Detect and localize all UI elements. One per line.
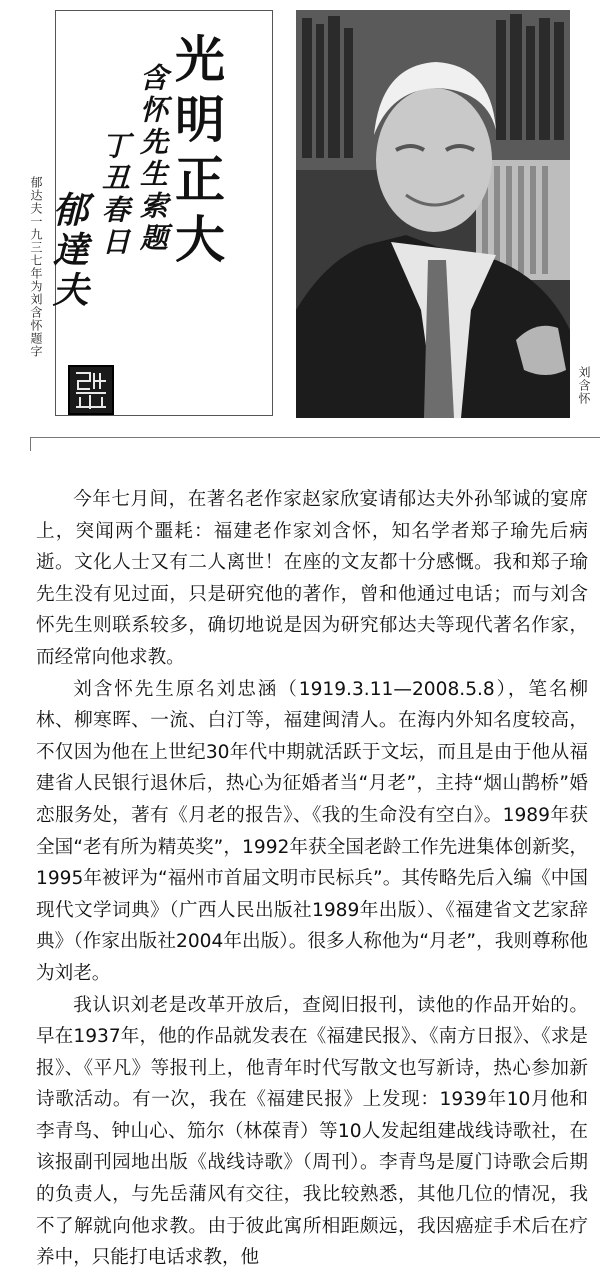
article-body xyxy=(36,484,588,1274)
portrait-photo xyxy=(296,10,570,418)
calligraphy-signature: 郁達夫 xyxy=(47,191,89,311)
calligraphy-title: 光明正大 xyxy=(167,33,226,273)
article-paragraph: 我认识刘老是改革开放后，查阅旧报刊，读他的作品开始的。早在1937年，他的作品就发表在《福建民报》、《南方日报》、《求是报》、《平凡》等报刊上，他青年时代写散文也写新诗，热心参加新诗歌活动。有一次，我在《福建民报》上发现：1939年10月他和李青鸟、钟山心、笳尔（林葆青）等10人发起组建战线诗歌社，在该报副刊园地出版《战线诗歌》（周刊）。李青鸟是厦门诗歌会后期的负责人，与先岳蒲风有交往，我比较熟悉，其他几位的情况，我不了解就向他求教。由于彼此寓所相距颇远，我因癌症手术后在疗养中，只能打电话求教，他 xyxy=(36,994,588,1269)
calligraphy-date: 丁丑春日 xyxy=(98,131,131,259)
seal-pattern-icon xyxy=(70,367,112,413)
article-paragraph: 刘含怀先生原名刘忠涵（1919.3.11—2008.5.8），笔名柳林、柳寒晖、一流、白汀等，福建闽清人。在海内外知名度较高，不仅因为他在上世纪30年代中期就活跃于文坛，而且是由于他从福建省人民银行退休后，热心为征婚者当“月老”，主持“烟山鹊桥”婚恋服务处，著有《月老的报告》、《我的生命没有空白》。1989年获全国“老有所为精英奖”，1992年获全国老龄工作先进集体创新奖，1995年被评为“福州市首届文明市民标兵”。其传略先后入编《中国现代文学词典》（广西人民出版社1989年出版）、《福建省文艺家辞典》（作家出版社2004年出版）。很多人称他为“月老”，我则尊称他为刘老。 xyxy=(36,678,588,984)
calligraphy-panel xyxy=(47,10,273,416)
article-paragraph: 今年七月间，在著名老作家赵家欣宴请郁达夫外孙邹诚的宴席上，突闻两个噩耗：福建老作家刘含怀，知名学者郑子瑜先后病逝。文化人士又有二人离世！在座的文友都十分感慨。我和郑子瑜先生没有见过面，只是研究他的著作，曾和他通过电话；而与刘含怀先生则联系较多，确切地说是因为研究郁达夫等现代著名作家，而经常向他求教。 xyxy=(36,489,588,668)
portrait-caption: 刘含怀 xyxy=(577,366,591,405)
section-divider-tick xyxy=(30,437,31,451)
seal-stamp xyxy=(68,365,114,415)
portrait-image-icon xyxy=(296,10,570,418)
calligraphy-dedication: 含怀先生索题 xyxy=(136,63,169,255)
calligraphy-caption: 郁达夫一九三七年为刘含怀题字 xyxy=(29,176,43,358)
section-divider xyxy=(30,437,600,438)
